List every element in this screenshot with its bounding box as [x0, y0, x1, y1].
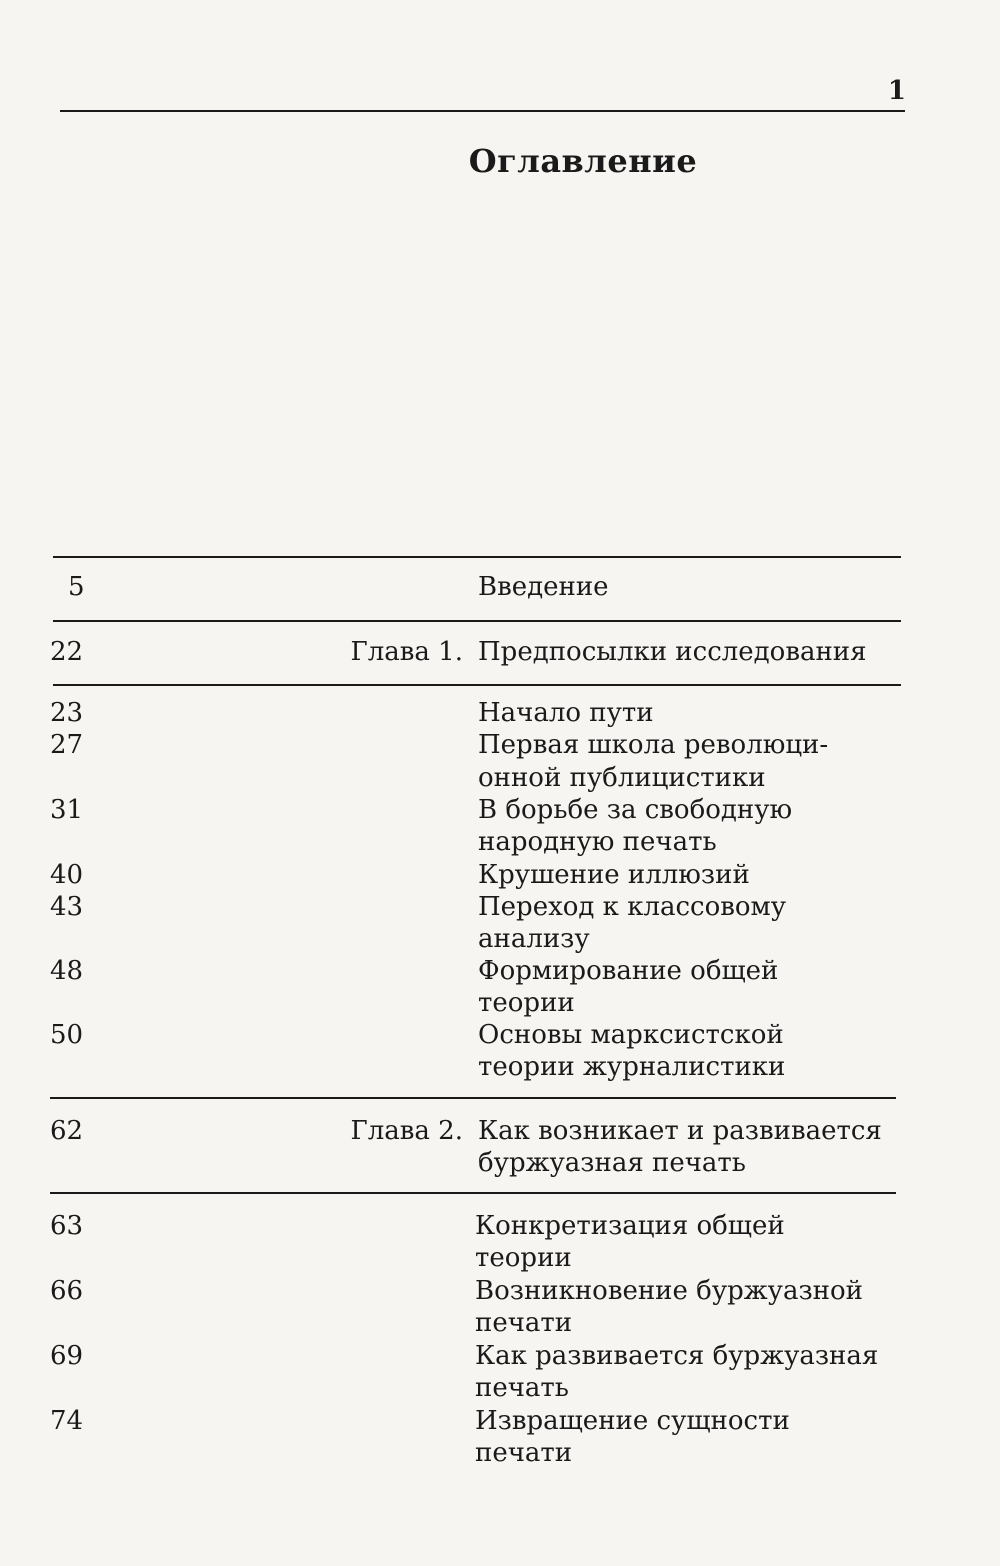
toc-page-number: 27 [50, 730, 84, 760]
toc-entry[interactable]: Возникновение буржуазной [475, 1276, 863, 1306]
toc-entry[interactable]: Как развивается буржуазная [475, 1341, 879, 1371]
chapter-heading-continued[interactable]: буржуазная печать [478, 1148, 746, 1178]
toc-entry-continued[interactable]: теории журналистики [478, 1052, 786, 1082]
toc-entry[interactable]: Формирование общей [478, 956, 779, 986]
section-rule [53, 684, 901, 686]
toc-page-number: 23 [50, 698, 84, 728]
toc-entry-continued[interactable]: народную печать [478, 827, 717, 857]
toc-page-number: 50 [50, 1020, 84, 1050]
page-number: 1 [887, 76, 906, 106]
toc-entry-continued[interactable]: анализу [478, 924, 590, 954]
chapter-label: Глава 1. [350, 637, 463, 667]
toc-page-number: 48 [50, 956, 84, 986]
toc-entry[interactable]: Первая школа революци- [478, 730, 829, 760]
chapter-page-number: 22 [50, 637, 84, 667]
toc-entry-continued[interactable]: печать [475, 1373, 569, 1403]
chapter-heading[interactable]: Как возникает и развивается [478, 1116, 882, 1146]
section-rule [53, 620, 901, 622]
toc-entry[interactable]: Крушение иллюзий [478, 860, 750, 890]
toc-entry-continued[interactable]: теории [478, 988, 575, 1018]
section-rule [53, 556, 901, 558]
toc-entry[interactable]: Извращение сущности [475, 1406, 790, 1436]
chapter-page-number: 62 [50, 1116, 84, 1146]
toc-entry[interactable]: Конкретизация общей [475, 1211, 785, 1241]
toc-entry-intro[interactable]: Введение [478, 572, 609, 602]
toc-page-number: 63 [50, 1211, 84, 1241]
toc-entry[interactable]: Основы марксистской [478, 1020, 784, 1050]
toc-page-number: 40 [50, 860, 84, 890]
toc-page-number: 5 [68, 572, 85, 602]
section-rule [50, 1097, 896, 1099]
toc-entry-continued[interactable]: онной публицистики [478, 763, 766, 793]
toc-page-number: 69 [50, 1341, 84, 1371]
page-title: Оглавление [468, 142, 698, 180]
toc-entry-continued[interactable]: печати [475, 1438, 573, 1468]
toc-page-number: 74 [50, 1406, 84, 1436]
chapter-heading[interactable]: Предпосылки исследования [478, 637, 867, 667]
toc-page-number: 43 [50, 892, 84, 922]
section-rule [50, 1192, 896, 1194]
toc-entry[interactable]: В борьбе за свободную [478, 795, 793, 825]
toc-page-number: 31 [50, 795, 84, 825]
toc-entry-continued[interactable]: печати [475, 1308, 573, 1338]
toc-entry[interactable]: Переход к классовому [478, 892, 787, 922]
toc-page-number: 66 [50, 1276, 84, 1306]
toc-entry-continued[interactable]: теории [475, 1243, 572, 1273]
chapter-label: Глава 2. [350, 1116, 463, 1146]
header-rule [60, 110, 905, 112]
toc-entry[interactable]: Начало пути [478, 698, 654, 728]
